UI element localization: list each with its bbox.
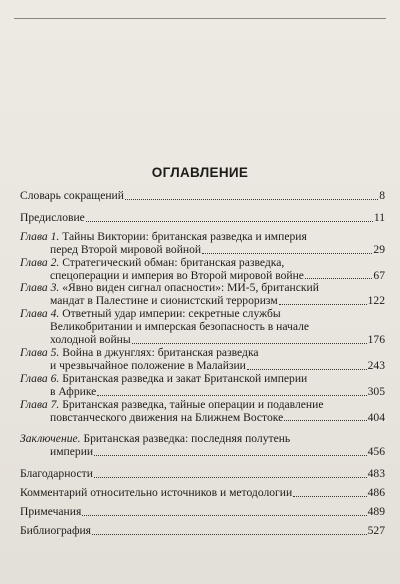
dot-leader <box>202 253 372 254</box>
toc-entry-title: Заключение. Британская разведка: последняя полутень <box>20 432 291 446</box>
dot-leader <box>125 199 378 200</box>
toc-entry-title: Благодарности <box>20 467 93 481</box>
toc-entry-title: Глава 7. Британская разведка, тайные операции и подавление <box>20 397 324 411</box>
toc-entry-title: Словарь сокращений <box>20 189 124 202</box>
chapter-label: Глава 6. <box>20 371 60 385</box>
toc-page-number: 8 <box>379 189 385 202</box>
toc-entry-title: Глава 3. «Явно виден сигнал опасности»: МИ-5, британский <box>20 281 319 295</box>
toc-entry-title: Глава 6. Британская разведка и закат Британской империи <box>20 371 308 385</box>
toc-entry-chapter-7[interactable] <box>20 399 385 425</box>
dot-leader <box>97 395 366 396</box>
page-title: ОГЛАВЛЕНИЕ <box>151 165 249 180</box>
toc-page-number: 486 <box>367 486 385 500</box>
toc-page-number: 404 <box>367 410 385 424</box>
toc-entry-title: Глава 1. Тайны Виктории: британская разведка и империя <box>20 229 307 243</box>
toc-page-number: 243 <box>367 358 385 372</box>
toc-page-number: 489 <box>367 505 385 519</box>
chapter-label: Глава 5. <box>20 345 60 359</box>
toc-entry-chapter-1[interactable] <box>20 231 385 257</box>
toc-entry-chapter-3[interactable] <box>20 282 385 308</box>
dot-leader <box>94 455 367 456</box>
toc-page-number: 29 <box>373 242 385 256</box>
dot-leader <box>284 420 366 421</box>
toc-entry-title-cont: перед Второй мировой войной <box>50 242 202 256</box>
dot-leader <box>279 304 367 305</box>
toc-entry-acknowledgements[interactable] <box>20 468 385 481</box>
dot-leader <box>86 221 373 222</box>
toc-entry-chapter-4[interactable] <box>20 308 385 347</box>
chapter-label: Глава 3. <box>20 281 60 295</box>
toc-entry-preface[interactable] <box>20 212 385 225</box>
toc-entry-title-cont: и чрезвычайное положение в Малайзии <box>50 358 246 372</box>
toc-page-number: 483 <box>367 467 385 481</box>
chapter-label: Глава 7. <box>20 397 60 411</box>
toc-entry-title-cont: мандат в Палестине и сионистский терроризм <box>50 294 278 308</box>
toc-page-number: 176 <box>367 333 385 347</box>
chapter-label: Глава 1. <box>20 229 60 243</box>
toc-entry-chapter-2[interactable] <box>20 257 385 283</box>
dot-leader <box>92 534 367 535</box>
toc-entry-title: Библиография <box>20 523 92 537</box>
toc-entry-title-cont: повстанческого движения на Ближнем Востоке <box>50 410 284 424</box>
toc-entry-conclusion[interactable] <box>20 433 385 459</box>
toc-entry-title-cont: холодной войны <box>50 333 131 347</box>
chapter-label: Глава 4. <box>20 307 60 321</box>
toc-entry-chapter-5[interactable] <box>20 347 385 373</box>
toc-entry-bibliography[interactable] <box>20 525 385 538</box>
chapter-label: Заключение. <box>20 432 81 446</box>
toc-entry-title: Примечания <box>20 505 82 519</box>
toc-page-number: 305 <box>367 384 385 398</box>
dot-leader <box>293 496 366 497</box>
toc-entry-title: Глава 2. Стратегический обман: британская разведка, <box>20 255 285 269</box>
toc-entry-title-cont: Великобритании и имперская безопасность в начале <box>50 320 310 334</box>
toc-page-number: 456 <box>367 445 385 459</box>
toc-entry-title-cont: спецоперации и империя во Второй мировой войне <box>50 268 304 282</box>
toc-entry-abbreviations[interactable] <box>20 190 385 203</box>
toc-entry-title: Глава 4. Ответный удар империи: секретные службы <box>20 307 281 321</box>
toc-entry-title-cont: в Африке <box>50 384 97 398</box>
toc-entry-notes[interactable] <box>20 506 385 519</box>
dot-leader <box>305 278 372 279</box>
dot-leader <box>247 369 367 370</box>
toc-page-number: 67 <box>373 268 385 282</box>
toc-entry-title: Предисловие <box>20 210 85 224</box>
dot-leader <box>132 343 367 344</box>
toc-entry-sources-commentary[interactable] <box>20 487 385 500</box>
dot-leader <box>94 477 367 478</box>
toc-page-number: 11 <box>373 210 385 224</box>
toc-entry-chapter-6[interactable] <box>20 373 385 399</box>
top-rule <box>14 18 386 19</box>
toc-entry-title: Глава 5. Война в джунглях: британская разведка <box>20 345 259 359</box>
dot-leader <box>82 515 366 516</box>
toc-entry-title: Комментарий относительно источников и методологии <box>20 486 293 500</box>
toc-page-number: 527 <box>367 523 385 537</box>
toc-page-number: 122 <box>367 294 385 308</box>
chapter-label: Глава 2. <box>20 255 60 269</box>
table-of-contents <box>20 190 385 538</box>
toc-entry-title-cont: империи <box>50 445 94 459</box>
